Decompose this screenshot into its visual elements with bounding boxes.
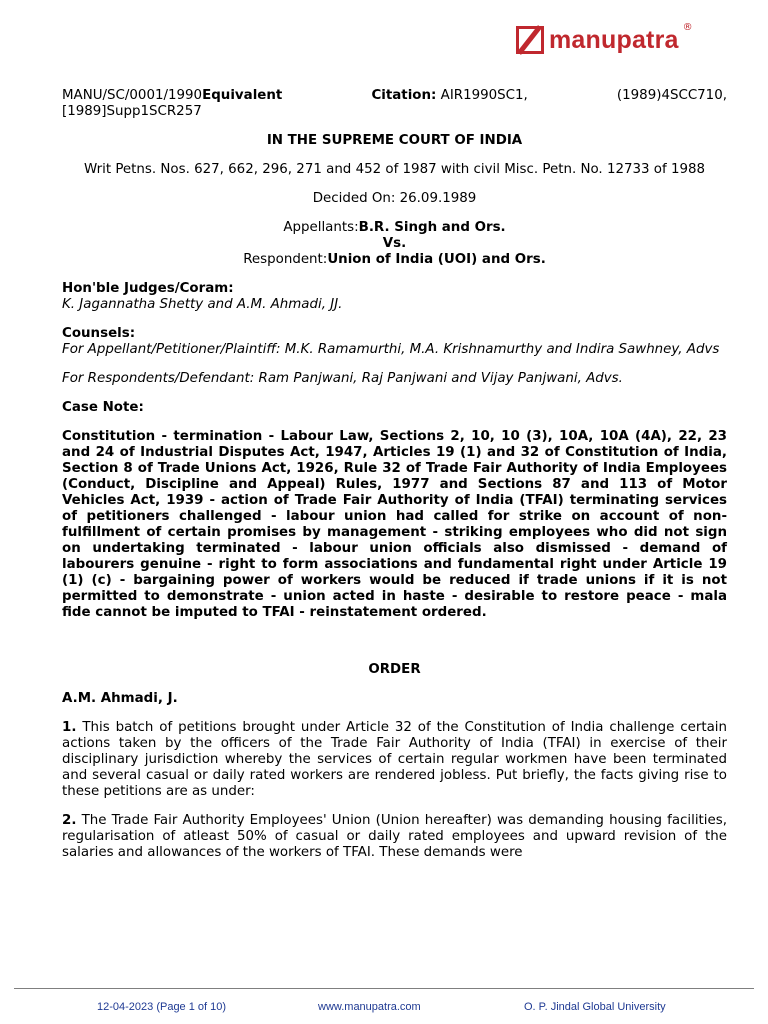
counsel-respondent: For Respondents/Defendant: Ram Panjwani, Raj Panjwani and Vijay Panjwani, Advs. bbox=[62, 371, 623, 386]
decided-on: Decided On: 26.09.1989 bbox=[312, 191, 477, 206]
manu-citation: MANU/SC/0001/1990 bbox=[62, 88, 203, 103]
citation-left bbox=[62, 88, 282, 104]
manupatra-logo bbox=[516, 22, 693, 58]
equivalent-label: Equivalent bbox=[202, 88, 283, 103]
registered-mark: ® bbox=[682, 22, 693, 33]
appellants-names: B.R. Singh and Ors. bbox=[358, 220, 506, 235]
order-judge: A.M. Ahmadi, J. bbox=[62, 691, 178, 706]
citation-air: AIR1990SC1, bbox=[440, 88, 528, 103]
order-heading: ORDER bbox=[368, 662, 421, 677]
case-note-text: Constitution - termination - Labour Law, Sections 2, 10, 10 (3), 10A, 10A (4A), 22, 23 and 24 of Industrial Disputes Act, 1947, Articles 19 (1) and 32 of Constitution of India, Section 8 of Trade Unions Act, 1926, Rule 32 of Trade Fair Authority of India Employees (Conduct, Discipline and Appeal) Rules, 1977 and Sections 87 and 113 of Motor Vehicles Act, 1939 - action of Trade Fair Authority of India (TFAI) terminating services of petitioners challenged - labour union had called for strike on account of non-fulfillment of certain promises by management - striking employees who did not sign on undertaking terminated - labour union officials also dismissed - demand of labourers genuine - right to form associations and fundamental right under Article 19 (1) (c) - bargaining power of workers would be reduced if trade unions if it is not permitted to demonstrate - union acted in haste - desirable to restore peace - mala fide cannot be imputed to TFAI - reinstatement ordered. bbox=[62, 429, 727, 620]
respondent-line bbox=[62, 252, 727, 268]
paragraph-1-number: 1. bbox=[62, 720, 77, 735]
manupatra-logo-icon bbox=[516, 26, 544, 54]
citation-scc: (1989)4SCC710, bbox=[616, 88, 727, 103]
citation-line bbox=[62, 88, 727, 104]
citation-scr: [1989]Supp1SCR257 bbox=[62, 104, 202, 119]
logo-text: manupatra bbox=[549, 26, 679, 54]
appellants-line bbox=[62, 220, 727, 236]
paragraph-2-number: 2. bbox=[62, 813, 77, 828]
document-body bbox=[62, 88, 727, 861]
counsel-appellant: For Appellant/Petitioner/Plaintiff: M.K. Ramamurthi, M.A. Krishnamurthy and Indira Sawhney, Advs bbox=[62, 342, 720, 357]
paragraph-2 bbox=[62, 813, 727, 861]
footer-site-link[interactable]: www.manupatra.com bbox=[318, 1001, 421, 1013]
parties bbox=[62, 220, 727, 268]
court-name: IN THE SUPREME COURT OF INDIA bbox=[266, 133, 523, 148]
versus: Vs. bbox=[382, 236, 407, 251]
paragraph-2-text: The Trade Fair Authority Employees' Union (Union hereafter) was demanding housing facilities, regularisation of atleast 50% of casual or daily rated employees and upward revision of the salaries and allowances of the workers of TFAI. These demands were bbox=[62, 813, 727, 860]
respondent-names: Union of India (UOI) and Ors. bbox=[327, 252, 546, 267]
judges-heading: Hon'ble Judges/Coram: bbox=[62, 281, 234, 296]
paragraph-1-text: This batch of petitions brought under Article 32 of the Constitution of India challenge certain actions taken by the officers of the Trade Fair Authority of India (TFAI) in exercise of their disciplinary jurisdiction whereby the services of certain regular workmen have been terminated and several casual or daily rated workers are rendered jobless. Put briefly, the facts giving rise to these petitions are as under: bbox=[62, 720, 727, 799]
case-note-heading: Case Note: bbox=[62, 400, 144, 415]
citation-middle bbox=[371, 88, 527, 104]
appellants-label: Appellants: bbox=[283, 220, 359, 235]
paragraph-1 bbox=[62, 720, 727, 800]
footer-date: 12-04-2023 (Page 1 of 10) bbox=[97, 1001, 227, 1013]
footer-university: O. P. Jindal Global University bbox=[524, 1001, 666, 1013]
footer-divider bbox=[14, 988, 754, 989]
judges-names: K. Jagannatha Shetty and A.M. Ahmadi, JJ. bbox=[62, 297, 343, 312]
petition-numbers: Writ Petns. Nos. 627, 662, 296, 271 and 452 of 1987 with civil Misc. Petn. No. 12733 of 1988 bbox=[83, 162, 706, 177]
respondent-label: Respondent: bbox=[243, 252, 328, 267]
counsels-heading: Counsels: bbox=[62, 326, 136, 341]
citation-label: Citation: bbox=[371, 88, 437, 103]
